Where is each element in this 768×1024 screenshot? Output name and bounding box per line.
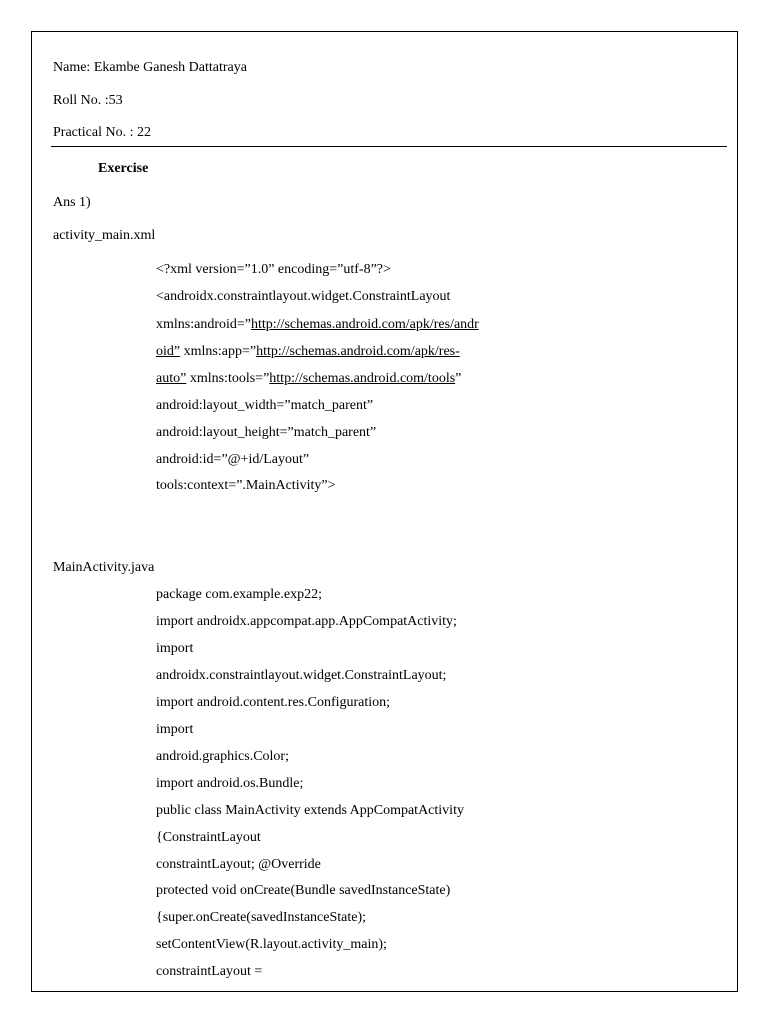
java-line: {super.onCreate(savedInstanceState); [156,910,367,925]
xml-text: ” [455,371,462,386]
java-line: {ConstraintLayout [156,830,261,845]
java-line: package com.example.exp22; [156,587,322,602]
roll-number: Roll No. :53 [53,93,123,108]
xml-text: xmlns:tools=” [186,371,270,386]
java-line: import androidx.appcompat.app.AppCompatActivity; [156,614,457,629]
xml-line [156,316,479,334]
section-title: Exercise [98,161,149,176]
java-line: android.graphics.Color; [156,749,289,764]
xml-line: android:id=”@+id/Layout” [156,452,310,467]
xml-line: tools:context=”.MainActivity”> [156,478,336,493]
xml-line [156,343,460,361]
java-line: setContentView(R.layout.activity_main); [156,937,387,952]
xml-text: xmlns:app=” [180,344,257,359]
xml-line: android:layout_height=”match_parent” [156,425,377,440]
practical-number: Practical No. : 22 [53,125,151,140]
java-filename: MainActivity.java [53,560,155,575]
schema-link[interactable]: http://schemas.android.com/apk/res- [256,344,460,359]
xml-filename: activity_main.xml [53,228,156,243]
java-line: import android.content.res.Configuration; [156,695,391,710]
java-line: import [156,722,194,737]
header-divider [51,146,727,147]
xml-text: xmlns:android=” [156,317,251,332]
xml-line: <androidx.constraintlayout.widget.ConstraintLayout [156,289,451,304]
student-name: Name: Ekambe Ganesh Dattatraya [53,60,247,75]
java-line: import [156,641,194,656]
schema-link[interactable]: auto” [156,371,187,386]
java-line: import android.os.Bundle; [156,776,304,791]
xml-line [156,370,461,388]
schema-link[interactable]: oid” [156,344,181,359]
java-line: protected void onCreate(Bundle savedInstanceState) [156,883,451,898]
answer-label: Ans 1) [53,195,91,210]
java-line: public class MainActivity extends AppCompatActivity [156,803,464,818]
java-line: constraintLayout = [156,964,263,979]
schema-link[interactable]: http://schemas.android.com/apk/res/andr [251,317,479,332]
xml-line: android:layout_width=”match_parent” [156,398,374,413]
schema-link[interactable]: http://schemas.android.com/tools [269,371,456,386]
java-line: constraintLayout; @Override [156,857,321,872]
java-line: androidx.constraintlayout.widget.ConstraintLayout; [156,668,447,683]
xml-line: <?xml version=”1.0” encoding=”utf-8”?> [156,262,391,277]
